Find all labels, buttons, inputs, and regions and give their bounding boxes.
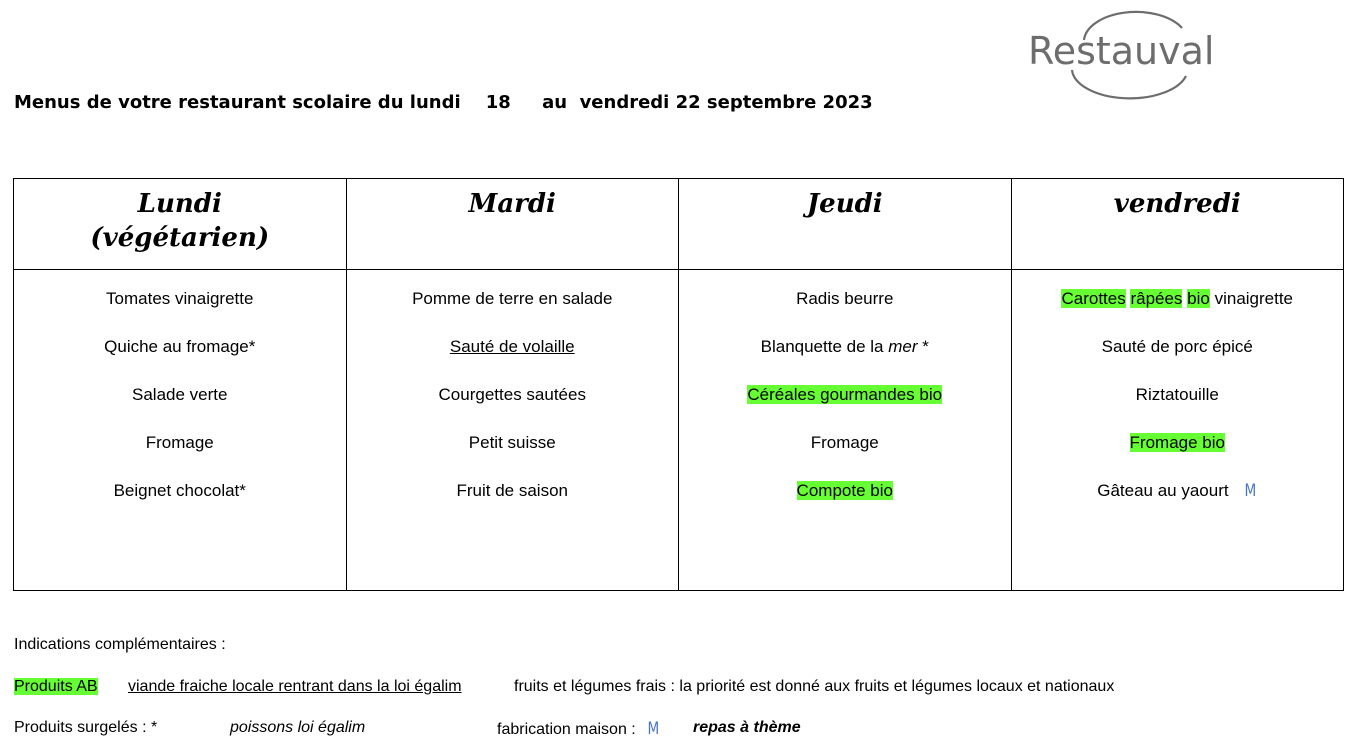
dish-text: Blanquette de la (760, 337, 889, 356)
dish-list-mardi (347, 270, 679, 501)
legend-local-meat: viande fraiche locale rentrant dans la loi égalim (128, 678, 462, 695)
homemade-icon: M (1244, 481, 1256, 501)
dish-item: Riztatouille (1135, 385, 1219, 404)
legend-heading: Indications complémentaires : (14, 636, 226, 653)
menu-cell-vendredi (1011, 270, 1344, 591)
dish-text: Fromage bio (1129, 433, 1225, 452)
dish-item: Salade verte (132, 385, 228, 404)
dish-item: Fruit de saison (456, 481, 568, 500)
legend-homemade: fabrication maison : (497, 721, 636, 738)
menu-table (13, 178, 1344, 591)
dish-item: Radis beurre (796, 289, 894, 308)
legend-fresh-produce: fruits et légumes frais : la priorité est donné aux fruits et légumes locaux et nationaux (514, 678, 1115, 695)
dish-text: Compote bio (796, 481, 893, 500)
day-header-vendredi (1011, 179, 1344, 270)
legend-fresh-wrap (514, 678, 1114, 696)
day-name-mardi: Mardi (468, 189, 556, 219)
day-subtitle-lundi: (végétarien) (90, 223, 270, 253)
legend-row-1 (14, 678, 98, 696)
legend-local-meat-wrap (128, 678, 462, 696)
page-title: Menus de votre restaurant scolaire du lundi 18 au vendredi 22 septembre 2023 (14, 92, 873, 113)
dish-word: bio (1187, 289, 1210, 308)
dish-text: vinaigrette (1209, 289, 1294, 308)
legend-organic: Produits AB (14, 678, 98, 695)
dish-list-lundi (14, 270, 346, 501)
dish-item (1012, 481, 1344, 501)
dish-item: Tomates vinaigrette (106, 289, 254, 308)
day-header-jeudi (679, 179, 1012, 270)
day-name-lundi: Lundi (137, 189, 222, 219)
dish-word: Carottes (1061, 289, 1126, 308)
dish-item: Pomme de terre en salade (412, 289, 613, 308)
day-name-vendredi: vendredi (1113, 189, 1241, 219)
days-header-row (14, 179, 1344, 270)
dish-item: Sauté de porc épicé (1101, 337, 1253, 356)
dish-text: Sauté de volaille (449, 337, 575, 356)
logo-text: Restauval (1028, 29, 1214, 73)
legend-frozen: Produits surgelés : * (14, 719, 158, 736)
dish-item: Beignet chocolat* (113, 481, 246, 500)
dish-item: Fromage (810, 433, 879, 452)
dish-item-organic (1012, 433, 1344, 453)
dish-item-organic (679, 481, 1011, 501)
dish-list-vendredi (1012, 270, 1344, 501)
dish-item-organic (1012, 289, 1344, 309)
legend-fish: poissons loi égalim (230, 719, 366, 736)
legend-theme-wrap (693, 719, 801, 737)
legend-theme: repas à thème (693, 719, 801, 736)
dish-text-italic: mer (888, 337, 918, 356)
dish-item: Fromage (145, 433, 214, 452)
legend-frozen-wrap (14, 719, 157, 737)
dish-item-local-meat (347, 337, 679, 357)
homemade-icon: M (647, 719, 660, 739)
dish-word: râpées (1130, 289, 1183, 308)
day-header-mardi (346, 179, 679, 270)
menu-cell-lundi (14, 270, 347, 591)
dish-text-suffix: * (917, 337, 929, 356)
dish-item: Quiche au fromage* (104, 337, 256, 356)
menus-row (14, 270, 1344, 591)
dish-item-organic (679, 385, 1011, 405)
menu-cell-mardi (346, 270, 679, 591)
dish-item: Petit suisse (468, 433, 556, 452)
dish-text: Céréales gourmandes bio (747, 385, 943, 404)
dish-list-jeudi (679, 270, 1011, 501)
dish-text: Gâteau au yaourt (1097, 481, 1229, 500)
day-header-lundi (14, 179, 347, 270)
menu-cell-jeudi (679, 270, 1012, 591)
restauval-logo (1024, 6, 1214, 102)
day-name-jeudi: Jeudi (806, 189, 883, 219)
dish-item (679, 337, 1011, 357)
dish-item: Courgettes sautées (438, 385, 586, 404)
legend-fish-wrap (230, 719, 365, 737)
legend-homemade-wrap (497, 719, 661, 739)
